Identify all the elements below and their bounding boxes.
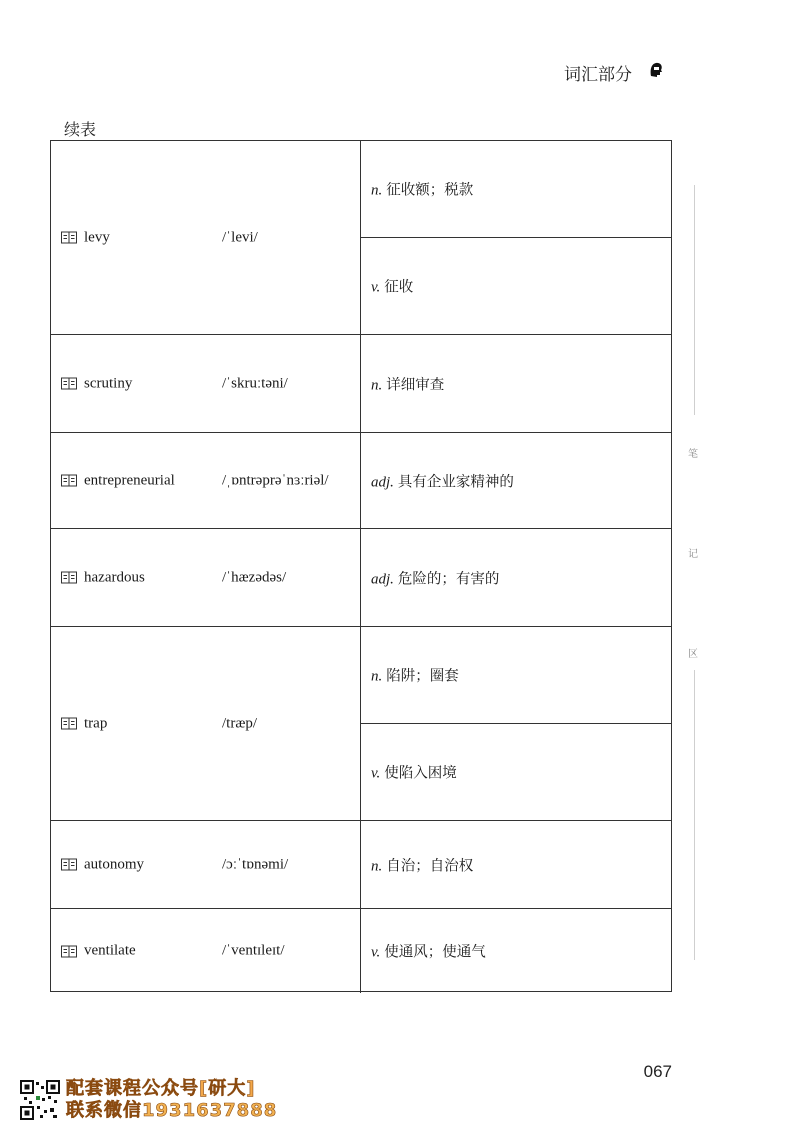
definition: adj. 危险的；有害的 bbox=[371, 571, 500, 587]
definition-cell bbox=[361, 909, 671, 993]
word: autonomy bbox=[84, 856, 144, 872]
book-icon bbox=[61, 378, 77, 390]
vocab-row-entrepreneurial bbox=[51, 433, 671, 529]
book-icon bbox=[61, 572, 77, 584]
word: levy bbox=[84, 229, 110, 245]
note-divider-top bbox=[694, 185, 695, 415]
vocab-row-trap bbox=[51, 627, 671, 821]
definition: v. 征收 bbox=[371, 279, 414, 296]
book-icon bbox=[61, 718, 77, 730]
head-silhouette-icon bbox=[648, 60, 664, 78]
book-icon bbox=[61, 859, 77, 871]
definition: n. 自治；自治权 bbox=[371, 858, 474, 874]
vocab-row-scrutiny bbox=[51, 335, 671, 433]
definition-cell bbox=[361, 141, 671, 334]
vocab-row-hazardous bbox=[51, 529, 671, 627]
definition: v. 使陷入困境 bbox=[371, 765, 457, 782]
vocab-row-ventilate bbox=[51, 909, 671, 993]
definition: v. 使通风；使通气 bbox=[371, 944, 486, 961]
promo-text bbox=[66, 1078, 277, 1122]
word-cell bbox=[51, 529, 361, 626]
definition: n. 详细审查 bbox=[371, 377, 445, 393]
word-cell bbox=[51, 909, 361, 993]
definition-cell bbox=[361, 335, 671, 432]
note-label-1: 笔 bbox=[688, 449, 698, 460]
definition: adj. 具有企业家精神的 bbox=[371, 474, 514, 490]
book-icon bbox=[61, 945, 77, 957]
word-cell bbox=[51, 821, 361, 908]
word: hazardous bbox=[84, 569, 145, 585]
promo-line-2: 联系微信1931637888 bbox=[66, 1100, 278, 1121]
section-title: 词汇部分 bbox=[564, 65, 632, 85]
word-cell bbox=[51, 141, 361, 334]
definition-cell bbox=[361, 529, 671, 626]
definition: n. 征收额；税款 bbox=[371, 182, 474, 199]
vocabulary-table bbox=[50, 140, 672, 992]
word: ventilate bbox=[84, 942, 136, 959]
page-number: 067 bbox=[643, 1062, 672, 1081]
book-icon bbox=[61, 475, 77, 487]
book-icon bbox=[61, 232, 77, 244]
phonetic: /ˌɒntrəprəˈnɜːriəl/ bbox=[222, 472, 329, 488]
word: trap bbox=[84, 715, 108, 731]
phonetic: /ɔːˈtɒnəmi/ bbox=[222, 856, 289, 872]
word-cell bbox=[51, 627, 361, 820]
phonetic: /ˈventɪleɪt/ bbox=[222, 942, 285, 959]
definition-cell bbox=[361, 433, 671, 528]
vocab-row-autonomy bbox=[51, 821, 671, 909]
word-cell bbox=[51, 433, 361, 528]
phonetic: /ˈhæzədəs/ bbox=[222, 569, 287, 585]
definition-cell bbox=[361, 821, 671, 908]
phonetic: /ˈskruːtəni/ bbox=[222, 375, 288, 391]
word: entrepreneurial bbox=[84, 472, 175, 488]
definition: n. 陷阱；圈套 bbox=[371, 668, 459, 685]
phonetic: /træp/ bbox=[222, 715, 258, 731]
qr-code-icon bbox=[20, 1080, 60, 1120]
note-label-3: 区 bbox=[688, 649, 698, 660]
note-divider-bottom bbox=[694, 670, 695, 960]
note-label-2: 记 bbox=[688, 549, 698, 560]
definition-cell bbox=[361, 627, 671, 820]
vocab-row-levy bbox=[51, 141, 671, 335]
continued-label: 续表 bbox=[64, 120, 97, 139]
promo-line-1: 配套课程公众号[研大] bbox=[66, 1078, 256, 1099]
word-cell bbox=[51, 335, 361, 432]
phonetic: /ˈlevi/ bbox=[222, 229, 258, 245]
word: scrutiny bbox=[84, 375, 133, 391]
